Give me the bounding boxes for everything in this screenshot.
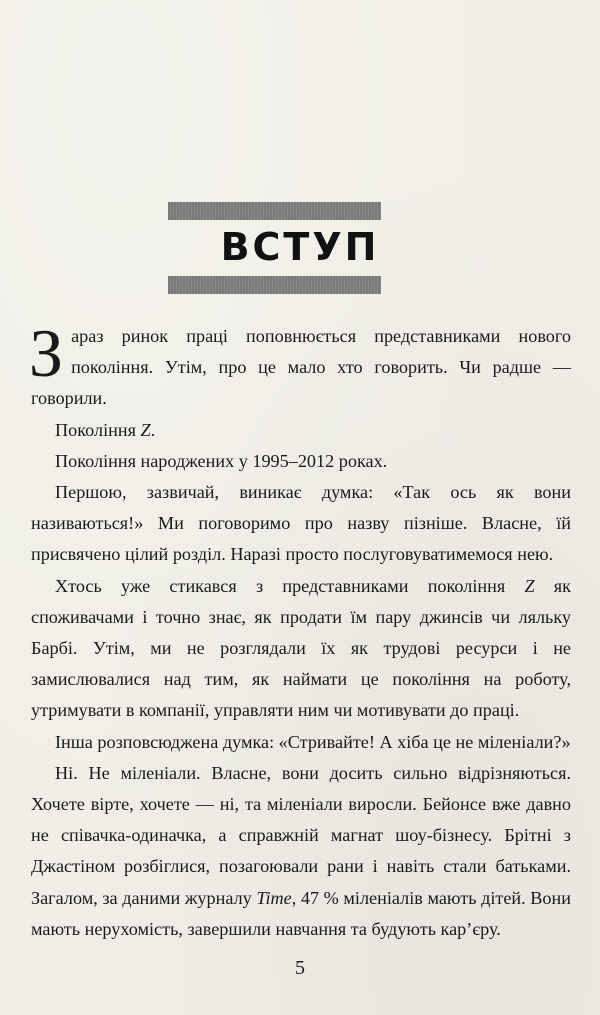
page-number: 5 bbox=[295, 957, 305, 979]
paragraph-7 bbox=[31, 758, 571, 945]
paragraph-5-prefix: Хтось уже стикався з представниками покоління bbox=[55, 575, 525, 596]
paragraph-7-italic: Time bbox=[256, 887, 292, 908]
paragraph-4: Першою, зазвичай, виникає думка: «Так ось як вони називаються!» Ми поговоримо про назву пізніше. Власне, їй присвячено цілий розділ. Наразі просто послуговуватимемося нею. bbox=[31, 482, 571, 565]
paragraph-6: Інша розповсюджена думка: «Стривайте! А хіба це не міленіали?» bbox=[55, 731, 571, 752]
paragraph-1-text: араз ринок праці поповнюється представниками нового покоління. Утім, про це мало хто говорить. Чи радше — говорили. bbox=[31, 326, 571, 409]
paragraph-2 bbox=[31, 415, 571, 446]
title-decoration-top-bar bbox=[168, 202, 381, 220]
paragraph-5-suffix: як споживачами і точно знає, як продати їм пару джинсів чи ляльку Барбі. Утім, ми не розглядали їх як трудові ресурси і не замислювалися над тим, як наймати це покоління на роботу, утримувати в компанії, управляти ним чи мотивувати до праці. bbox=[31, 575, 572, 721]
paragraph-5 bbox=[31, 571, 571, 727]
drop-cap: З bbox=[29, 315, 64, 391]
paragraph-7-prefix: Ні. Не міленіали. Власне, вони досить сильно відрізняються. Хочете вірте, хочете — ні, та міленіали виросли. Бейонсе вже давно не співачка-одиначка, а справжній магнат шоу-бізнесу. Брітні з Джастіном розбіглися, позагоювали рани і навіть стали батьками. Загалом, за даними журналу bbox=[31, 762, 571, 908]
title-decoration-bottom-bar bbox=[168, 276, 381, 294]
paragraph-2-suffix: . bbox=[150, 419, 156, 440]
paragraph-2-italic: Z bbox=[140, 419, 151, 440]
paragraph-7-suffix: , 47 % міленіалів мають дітей. Вони мають нерухомість, завершили навчання та будують кар’єру. bbox=[31, 887, 571, 939]
chapter-title: ВСТУП bbox=[220, 225, 380, 269]
body-text bbox=[29, 315, 572, 945]
paragraph-1 bbox=[29, 315, 571, 415]
paragraph-3: Покоління народжених у 1995–2012 роках. bbox=[55, 450, 388, 471]
paragraph-2-prefix: Покоління bbox=[55, 419, 141, 440]
paragraph-5-italic: Z bbox=[524, 575, 535, 596]
